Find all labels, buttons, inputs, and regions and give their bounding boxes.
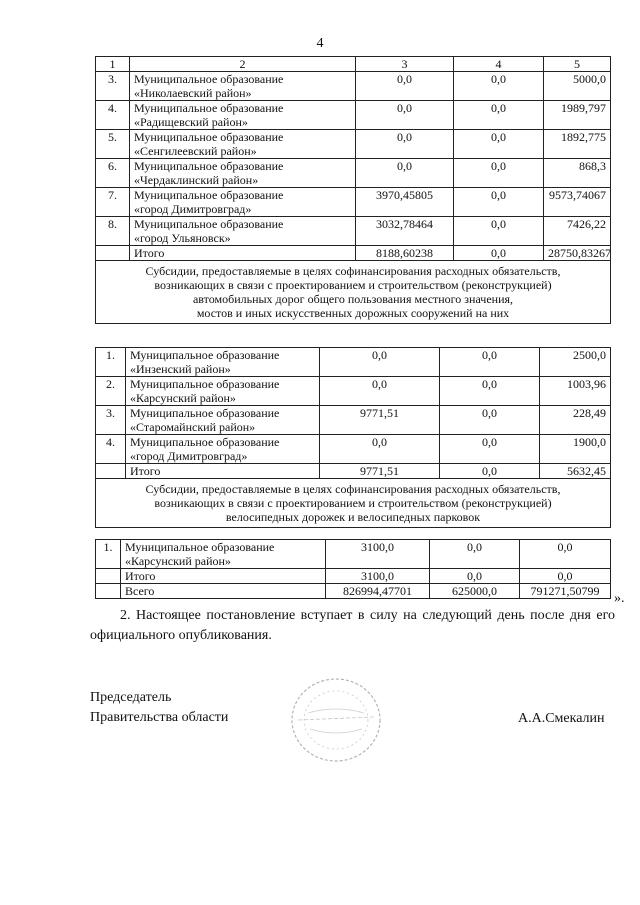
row-value-col5: 0,0 xyxy=(520,540,611,569)
row-value-col5: 1900,0 xyxy=(540,435,611,464)
total-row xyxy=(96,464,611,479)
total-value-col5: 28750,83267 xyxy=(544,246,611,261)
row-value-col5: 1003,96 xyxy=(540,377,611,406)
row-name-line: «Чердаклинский район» xyxy=(134,173,259,187)
total-value-col5: 5632,45 xyxy=(540,464,611,479)
table-row xyxy=(96,348,611,377)
row-name-line: «город Димитровград» xyxy=(134,202,252,216)
total-row xyxy=(96,569,611,584)
row-name-line: Муниципальное образование xyxy=(134,159,284,173)
row-name xyxy=(130,217,356,246)
total-label: Итого xyxy=(130,246,356,261)
row-number: 1. xyxy=(96,348,126,377)
row-value-col4: 0,0 xyxy=(454,130,544,159)
row-name-line: «Карсунский район» xyxy=(125,554,231,568)
row-name xyxy=(130,130,356,159)
row-name-line: Муниципальное образование xyxy=(134,101,284,115)
table-header-row xyxy=(96,57,611,72)
signatory-title-line: Правительства области xyxy=(90,710,229,725)
row-number: 5. xyxy=(96,130,130,159)
row-value-col4: 0,0 xyxy=(440,377,540,406)
header-cell: 1 xyxy=(96,57,130,72)
total-value-col3: 8188,60238 xyxy=(356,246,454,261)
row-number: 3. xyxy=(96,72,130,101)
header-cell: 4 xyxy=(454,57,544,72)
row-value-col3: 0,0 xyxy=(356,72,454,101)
total-row xyxy=(96,246,611,261)
row-name xyxy=(130,72,356,101)
section-heading-line: велосипедных дорожек и велосипедных парковок xyxy=(225,510,481,524)
row-value-col5: 7426,22 xyxy=(544,217,611,246)
section-heading-line: возникающих в связи с проектированием и строительством (реконструкцией) xyxy=(154,278,552,292)
section-heading-line: автомобильных дорог общего пользования местного значения, xyxy=(192,292,514,306)
row-name-line: «город Димитровград» xyxy=(130,449,248,463)
page-number: 4 xyxy=(316,36,324,51)
row-name-line: «Инзенский район» xyxy=(130,362,231,376)
row-name-line: Муниципальное образование xyxy=(130,348,280,362)
table-row xyxy=(96,159,611,188)
section-heading-line: возникающих в связи с проектированием и строительством (реконструкцией) xyxy=(154,496,552,510)
section-heading xyxy=(96,261,611,324)
row-value-col5: 868,3 xyxy=(544,159,611,188)
row-value-col4: 0,0 xyxy=(440,435,540,464)
total-value-col5: 0,0 xyxy=(520,569,611,584)
row-value-col3: 9771,51 xyxy=(320,406,440,435)
grand-total-value-col3: 826994,47701 xyxy=(326,584,430,599)
row-value-col3: 0,0 xyxy=(356,130,454,159)
row-name-line: «Сенгилеевский район» xyxy=(134,144,257,158)
row-value-col4: 0,0 xyxy=(454,72,544,101)
row-value-col4: 0,0 xyxy=(430,540,520,569)
table-row xyxy=(96,435,611,464)
empty-cell xyxy=(96,569,121,584)
table-row xyxy=(96,377,611,406)
row-name-line: Муниципальное образование xyxy=(134,72,284,86)
row-value-col3: 3032,78464 xyxy=(356,217,454,246)
row-name xyxy=(126,348,320,377)
subsidy-table-part3 xyxy=(95,539,611,599)
table-row xyxy=(96,130,611,159)
table-row xyxy=(96,101,611,130)
row-value-col5: 9573,74067 xyxy=(544,188,611,217)
row-name-line: «Николаевский район» xyxy=(134,86,252,100)
section-heading-row xyxy=(96,261,611,324)
row-name-line: Муниципальное образование xyxy=(130,435,280,449)
signatory-title-line: Председатель xyxy=(90,690,172,705)
subsidy-table-part1 xyxy=(95,56,611,324)
total-value-col4: 0,0 xyxy=(430,569,520,584)
section-heading-line: мостов и иных искусственных дорожных сооружений на них xyxy=(196,306,510,320)
row-value-col5: 5000,0 xyxy=(544,72,611,101)
section-heading-line: Субсидии, предоставляемые в целях софинансирования расходных обязательств, xyxy=(145,264,561,278)
table-row xyxy=(96,188,611,217)
seal-stamp-icon xyxy=(288,675,384,765)
table-row xyxy=(96,72,611,101)
table-row xyxy=(96,406,611,435)
subsidy-table-part2 xyxy=(95,347,611,528)
row-name-line: Муниципальное образование xyxy=(134,217,284,231)
row-name xyxy=(121,540,326,569)
grand-total-value-col5: 791271,50799 xyxy=(520,584,611,599)
row-value-col3: 0,0 xyxy=(356,101,454,130)
row-name xyxy=(126,406,320,435)
total-label: Итого xyxy=(121,569,326,584)
effective-date-paragraph: 2. Настоящее постановление вступает в силу на следующий день после дня его официального опубликования. xyxy=(90,608,615,643)
total-value-col4: 0,0 xyxy=(440,464,540,479)
section-heading xyxy=(96,479,611,528)
row-value-col4: 0,0 xyxy=(454,159,544,188)
empty-cell xyxy=(96,584,121,599)
header-cell: 5 xyxy=(544,57,611,72)
row-value-col3: 3970,45805 xyxy=(356,188,454,217)
row-name xyxy=(126,377,320,406)
row-value-col5: 228,49 xyxy=(540,406,611,435)
empty-cell xyxy=(96,464,126,479)
row-name-line: Муниципальное образование xyxy=(134,130,284,144)
row-number: 8. xyxy=(96,217,130,246)
row-number: 1. xyxy=(96,540,121,569)
row-number: 4. xyxy=(96,101,130,130)
row-value-col4: 0,0 xyxy=(440,406,540,435)
row-name-line: «Радищевский район» xyxy=(134,115,248,129)
total-value-col4: 0,0 xyxy=(454,246,544,261)
row-value-col5: 1892,775 xyxy=(544,130,611,159)
row-name-line: Муниципальное образование xyxy=(125,540,275,554)
row-number: 6. xyxy=(96,159,130,188)
signatory-title xyxy=(90,688,228,728)
grand-total-label: Всего xyxy=(121,584,326,599)
total-value-col3: 3100,0 xyxy=(326,569,430,584)
closing-quote: ». xyxy=(614,591,625,606)
grand-total-row xyxy=(96,584,611,599)
total-value-col3: 9771,51 xyxy=(320,464,440,479)
empty-cell xyxy=(96,246,130,261)
row-value-col5: 1989,797 xyxy=(544,101,611,130)
row-name-line: Муниципальное образование xyxy=(134,188,284,202)
row-number: 7. xyxy=(96,188,130,217)
signatory-name: А.А.Смекалин xyxy=(518,711,605,726)
row-value-col4: 0,0 xyxy=(454,217,544,246)
header-cell: 3 xyxy=(356,57,454,72)
table-row xyxy=(96,217,611,246)
row-name-line: Муниципальное образование xyxy=(130,377,280,391)
section-heading-line: Субсидии, предоставляемые в целях софинансирования расходных обязательств, xyxy=(145,482,561,496)
row-value-col3: 3100,0 xyxy=(326,540,430,569)
row-number: 3. xyxy=(96,406,126,435)
header-cell: 2 xyxy=(130,57,356,72)
row-value-col5: 2500,0 xyxy=(540,348,611,377)
row-name xyxy=(126,435,320,464)
row-value-col4: 0,0 xyxy=(454,101,544,130)
section-heading-row xyxy=(96,479,611,528)
row-name xyxy=(130,159,356,188)
table-row xyxy=(96,540,611,569)
row-name xyxy=(130,188,356,217)
row-value-col3: 0,0 xyxy=(320,435,440,464)
row-name-line: «город Ульяновск» xyxy=(134,231,231,245)
row-value-col3: 0,0 xyxy=(356,159,454,188)
row-name-line: Муниципальное образование xyxy=(130,406,280,420)
row-name xyxy=(130,101,356,130)
total-label: Итого xyxy=(126,464,320,479)
row-number: 4. xyxy=(96,435,126,464)
row-value-col3: 0,0 xyxy=(320,377,440,406)
row-value-col4: 0,0 xyxy=(454,188,544,217)
row-name-line: «Карсунский район» xyxy=(130,391,236,405)
row-name-line: «Старомайнский район» xyxy=(130,420,256,434)
row-value-col3: 0,0 xyxy=(320,348,440,377)
row-value-col4: 0,0 xyxy=(440,348,540,377)
row-number: 2. xyxy=(96,377,126,406)
grand-total-value-col4: 625000,0 xyxy=(430,584,520,599)
